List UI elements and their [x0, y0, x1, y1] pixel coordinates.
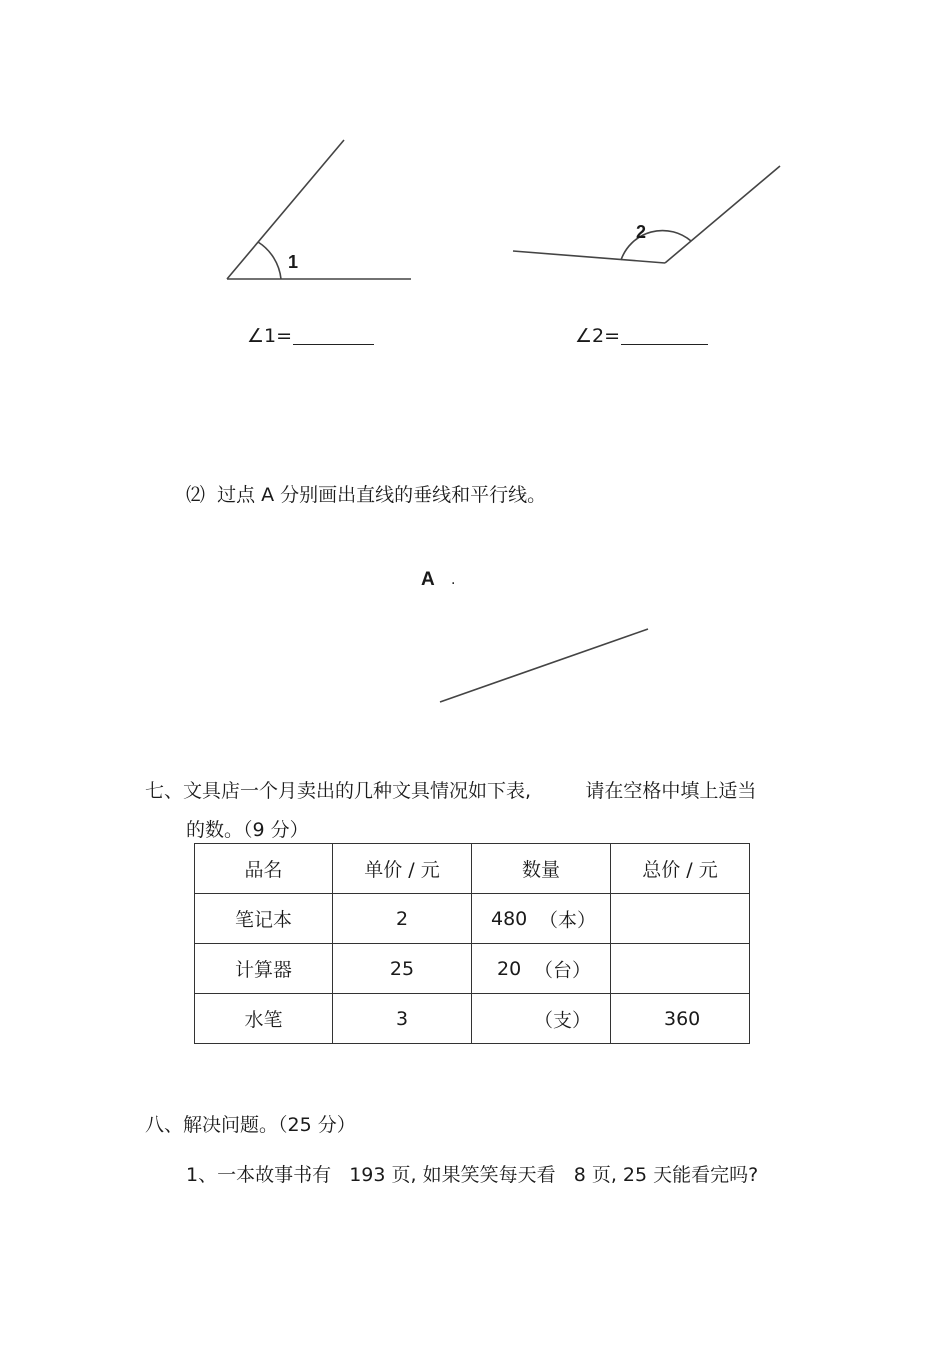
table-row [195, 894, 750, 944]
question-7-text-line1: 七、文具店一个月卖出的几种文具情况如下表, 请在空格中填上适当 [145, 780, 757, 802]
question-7-text-line2: 的数。（9 分） [186, 819, 309, 841]
total-value: 360 [664, 1007, 701, 1030]
cell-name: 笔记本 [195, 894, 333, 944]
cell-quantity-blank[interactable] [472, 994, 611, 1044]
angle-1-figure [227, 140, 411, 279]
given-straight-line [440, 629, 648, 702]
cell-name: 计算器 [195, 944, 333, 994]
angle-1-label: 1 [288, 252, 299, 272]
cell-price: 25 [333, 944, 472, 994]
quantity-value: 480 [491, 907, 528, 930]
header-price: 单价 / 元 [333, 844, 472, 894]
question-6-2-text: ⑵ 过点 A 分别画出直线的垂线和平行线。 [186, 484, 547, 506]
angle-1-answer-blank[interactable] [293, 344, 374, 345]
angle-1-answer-prompt: ∠1= [247, 325, 293, 347]
angle-2-answer-blank[interactable] [621, 344, 708, 345]
cell-total [611, 994, 750, 1044]
angle-1-arc [258, 242, 281, 279]
cell-total-blank[interactable] [611, 944, 750, 994]
angle-2-figure [513, 166, 780, 263]
cell-quantity [472, 944, 611, 994]
table-header-row [195, 844, 750, 894]
quantity-unit: （支） [534, 1009, 592, 1031]
quantity-value: 20 [497, 957, 522, 980]
angle-2-ray-left [513, 251, 665, 263]
question-8-title: 八、解决问题。（25 分） [145, 1114, 356, 1136]
quantity-unit: （本） [539, 909, 597, 931]
table-row [195, 994, 750, 1044]
angle-1-ray-upper [227, 140, 344, 279]
header-quantity: 数量 [472, 844, 611, 894]
point-a-label: A [421, 569, 435, 590]
cell-price: 3 [333, 994, 472, 1044]
header-total: 总价 / 元 [611, 844, 750, 894]
header-name: 品名 [195, 844, 333, 894]
angle-2-label: 2 [636, 222, 647, 242]
angle-2-answer-prompt: ∠2= [575, 325, 621, 347]
angle-2-ray-right [665, 166, 780, 263]
quantity-unit: （台） [534, 959, 592, 981]
table-row [195, 944, 750, 994]
stationery-sales-table [194, 843, 750, 1044]
cell-quantity [472, 894, 611, 944]
cell-name: 水笔 [195, 994, 333, 1044]
question-8-problem-1: 1、一本故事书有 193 页, 如果笑笑每天看 8 页, 25 天能看完吗? [186, 1164, 759, 1186]
angle-2-arc [621, 231, 691, 260]
cell-total-blank[interactable] [611, 894, 750, 944]
cell-price: 2 [333, 894, 472, 944]
point-a-dot: . [451, 572, 456, 588]
